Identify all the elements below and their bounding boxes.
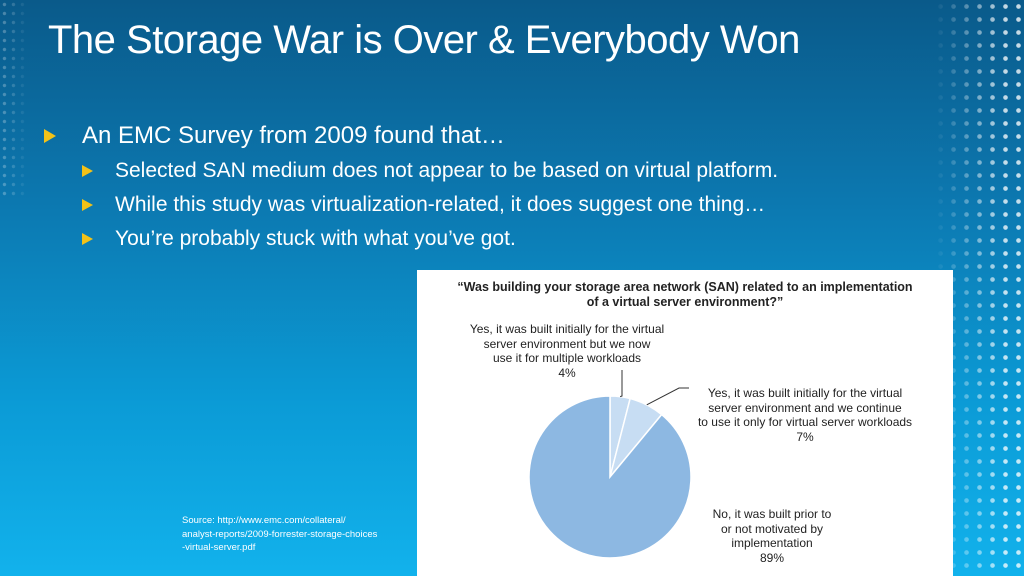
chart-title-line: of a virtual server environment?” (586, 295, 784, 309)
sub-bullet-item (82, 188, 778, 222)
slice-label-line: or not motivated by (720, 521, 824, 536)
slice-label-line: use it for multiple workloads (492, 351, 642, 365)
decorative-dot-pattern-left (0, 0, 30, 200)
source-line: -virtual-server.pdf (182, 542, 256, 553)
bullet-triangle-icon (82, 233, 93, 245)
source-citation (182, 514, 377, 555)
sub-bullet-item (82, 222, 778, 256)
slice-label-virtual-only (675, 386, 935, 444)
chart-title (417, 280, 953, 310)
bullet-triangle-icon (82, 165, 93, 177)
bullet-list (44, 118, 778, 256)
slice-label-line: server environment but we now (483, 336, 651, 351)
source-line: analyst-reports/2009-forrester-storage-choices (182, 528, 378, 540)
source-line: Source: http://www.emc.com/collateral/ (182, 515, 346, 526)
bullet-text: Selected SAN medium does not appear to be based on virtual platform. (115, 159, 779, 182)
pie-chart-panel (417, 270, 953, 576)
slice-label-line: Yes, it was built initially for the virtual (707, 386, 903, 400)
slice-label-line: server environment and we continue (708, 400, 902, 415)
slide-title: The Storage War is Over & Everybody Won (48, 18, 800, 62)
slice-label-line: implementation (731, 536, 813, 550)
slice-value-label: 7% (796, 429, 814, 444)
bullet-item (44, 118, 778, 154)
slice-value-label: 89% (759, 550, 785, 565)
slice-label-multiple-workloads (437, 322, 697, 380)
sub-bullet-item (82, 154, 778, 188)
slice-label-not-motivated (682, 507, 862, 565)
bullet-triangle-icon (44, 129, 56, 143)
bullet-text: An EMC Survey from 2009 found that… (82, 122, 505, 149)
slice-value-label: 4% (558, 365, 576, 380)
bullet-text: While this study was virtualization-related, it does suggest one thing… (115, 193, 766, 216)
slice-label-line: No, it was built prior to (712, 507, 832, 521)
slice-label-line: to use it only for virtual server workloads (697, 415, 913, 429)
bullet-triangle-icon (82, 199, 93, 211)
bullet-text: You’re probably stuck with what you’ve got. (115, 227, 516, 250)
chart-title-line: “Was building your storage area network (SAN) related to an implementation (457, 280, 913, 294)
pie-slice-not-motivated (529, 396, 691, 558)
slice-label-line: Yes, it was built initially for the virtual (469, 322, 665, 336)
